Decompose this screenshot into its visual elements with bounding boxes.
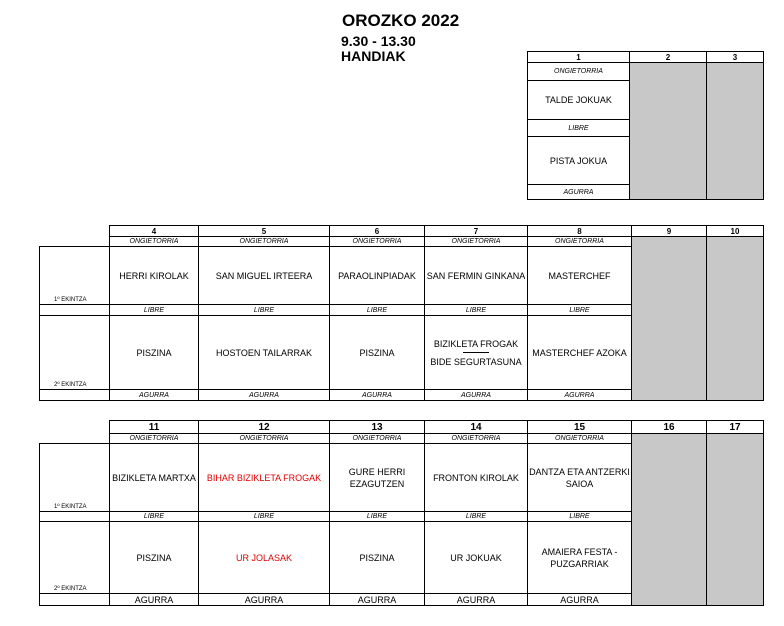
activity-cell: UR JOKUAK (425, 522, 528, 594)
closed-day-cell (632, 434, 707, 606)
activity-cell: PISTA JOKUA (528, 137, 630, 185)
arrival-slot: ONGIETORRIA (330, 237, 425, 247)
goodbye-slot: AGURRA (330, 390, 425, 401)
activity-cell-highlighted: BIHAR BIZIKLETA FROGAK (199, 444, 330, 512)
arrival-slot: ONGIETORRIA (528, 63, 630, 81)
closed-day-cell (707, 434, 764, 606)
goodbye-slot: AGURRA (330, 594, 425, 606)
activity-cell: HOSTOEN TAILARRAK (199, 316, 330, 390)
day-header: 13 (330, 421, 425, 434)
day-header: 3 (707, 52, 764, 63)
closed-day-cell (707, 63, 764, 200)
free-slot: LIBRE (425, 305, 528, 316)
schedule-title: OROZKO 2022 (342, 11, 460, 30)
free-slot: LIBRE (425, 512, 528, 522)
schedule-group: HANDIAK (341, 48, 406, 64)
day-header: 1 (528, 52, 630, 63)
separator-line (463, 352, 489, 353)
goodbye-slot: AGURRA (110, 390, 199, 401)
activity-cell: SAN MIGUEL IRTEERA (199, 247, 330, 305)
day-header: 12 (199, 421, 330, 434)
day-header: 14 (425, 421, 528, 434)
day-header: 16 (632, 421, 707, 434)
blank-corner (40, 421, 110, 434)
activity-cell: PISZINA (110, 316, 199, 390)
day-header: 17 (707, 421, 764, 434)
arrival-slot: ONGIETORRIA (330, 434, 425, 444)
day-header: 9 (632, 226, 707, 237)
activity-cell: MASTERCHEF (528, 247, 632, 305)
blank-cell (40, 305, 110, 316)
activity-row-label: 1º EKINTZA (40, 247, 110, 305)
activity-row-label: 2º EKINTZA (40, 316, 110, 390)
arrival-slot: ONGIETORRIA (110, 237, 199, 247)
arrival-slot: ONGIETORRIA (425, 237, 528, 247)
blank-cell (40, 594, 110, 606)
arrival-slot: ONGIETORRIA (199, 237, 330, 247)
activity-cell: MASTERCHEF AZOKA (528, 316, 632, 390)
goodbye-slot: AGURRA (425, 390, 528, 401)
day-header: 15 (528, 421, 632, 434)
week3-table (39, 420, 764, 606)
goodbye-slot: AGURRA (425, 594, 528, 606)
free-slot: LIBRE (528, 512, 632, 522)
activity-cell: AMAIERA FESTA - PUZGARRIAK (528, 522, 632, 594)
week2-table (39, 225, 764, 401)
day-header: 11 (110, 421, 199, 434)
free-slot: LIBRE (110, 305, 199, 316)
goodbye-slot: AGURRA (528, 185, 630, 200)
activity-cell: FRONTON KIROLAK (425, 444, 528, 512)
blank-cell (40, 390, 110, 401)
activity-cell-multi (425, 316, 528, 390)
activity-cell: PARAOLINPIADAK (330, 247, 425, 305)
free-slot: LIBRE (199, 512, 330, 522)
goodbye-slot: AGURRA (199, 390, 330, 401)
closed-day-cell (707, 237, 764, 401)
activity-cell: HERRI KIROLAK (110, 247, 199, 305)
activity-cell: BIZIKLETA MARTXA (110, 444, 199, 512)
goodbye-slot: AGURRA (528, 390, 632, 401)
day-header: 7 (425, 226, 528, 237)
day-header: 5 (199, 226, 330, 237)
activity-cell: PISZINA (330, 522, 425, 594)
arrival-slot: ONGIETORRIA (199, 434, 330, 444)
free-slot: LIBRE (330, 305, 425, 316)
free-slot: LIBRE (199, 305, 330, 316)
closed-day-cell (630, 63, 707, 200)
arrival-slot: ONGIETORRIA (528, 237, 632, 247)
activity-text: BIDE SEGURTASUNA (430, 356, 522, 367)
activity-cell: GURE HERRI EZAGUTZEN (330, 444, 425, 512)
goodbye-slot: AGURRA (110, 594, 199, 606)
activity-cell-highlighted: UR JOLASAK (199, 522, 330, 594)
arrival-slot: ONGIETORRIA (528, 434, 632, 444)
day-header: 8 (528, 226, 632, 237)
goodbye-slot: AGURRA (528, 594, 632, 606)
activity-row-label: 1º EKINTZA (40, 444, 110, 512)
arrival-slot: ONGIETORRIA (425, 434, 528, 444)
activity-cell: SAN FERMIN GINKANA (425, 247, 528, 305)
blank-corner (40, 226, 110, 237)
day-header: 4 (110, 226, 199, 237)
blank-cell (40, 434, 110, 444)
arrival-slot: ONGIETORRIA (110, 434, 199, 444)
activity-cell: PISZINA (110, 522, 199, 594)
closed-day-cell (632, 237, 707, 401)
blank-cell (40, 237, 110, 247)
free-slot: LIBRE (528, 305, 632, 316)
day-header: 10 (707, 226, 764, 237)
week1-table (527, 51, 764, 200)
blank-cell (40, 512, 110, 522)
activity-cell: PISZINA (330, 316, 425, 390)
day-header: 6 (330, 226, 425, 237)
activity-cell: DANTZA ETA ANTZERKI SAIOA (528, 444, 632, 512)
activity-cell: TALDE JOKUAK (528, 81, 630, 120)
goodbye-slot: AGURRA (199, 594, 330, 606)
day-header: 2 (630, 52, 707, 63)
free-slot: LIBRE (330, 512, 425, 522)
activity-row-label: 2º EKINTZA (40, 522, 110, 594)
free-slot: LIBRE (528, 120, 630, 137)
free-slot: LIBRE (110, 512, 199, 522)
schedule-hours: 9.30 - 13.30 (341, 33, 416, 49)
activity-text: BIZIKLETA FROGAK (433, 338, 519, 349)
